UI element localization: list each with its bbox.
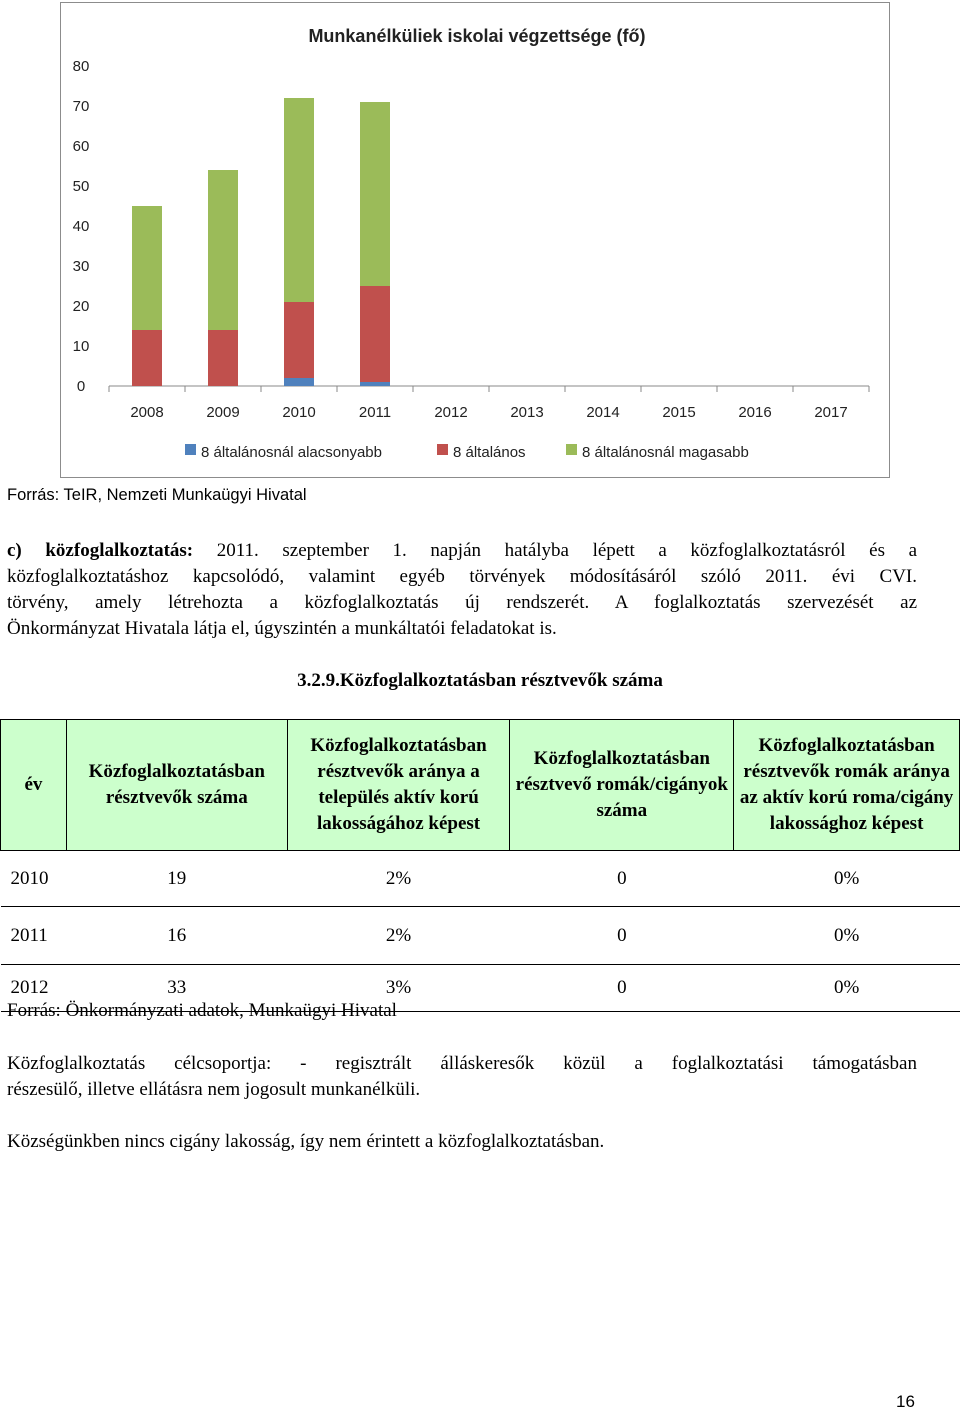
x-tick-label: 2008 [130,404,164,421]
section-c-line-4: Önkormányzat Hivatala látja el, úgyszintén a munkáltatói feladatokat is. [7,618,557,639]
legend-swatch-1 [437,444,448,455]
x-tick-label: 2011 [358,404,392,421]
section-c-line-3: törvény, amely létrehozta a közfoglalkoztatás új rendszerét. A foglalkoztatás szervezését az [7,592,917,613]
y-axis [73,58,90,395]
cell-ratio: 3% [287,965,510,1012]
header-participant-ratio: Közfoglalkoztatásban résztvevők aránya a település aktív korú lakosságához képest [287,720,510,851]
x-tick-label: 2016 [738,404,772,421]
header-participants: Közfoglalkoztatásban résztvevők száma [66,720,287,851]
header-roma-participants: Közfoglalkoztatásban résztvevő romák/cigányok száma [510,720,734,851]
section-c-line-2: közfoglalkoztatáshoz kapcsolódó, valamint egyéb törvények módosításáról szóló 2011. évi CVI. [7,566,917,587]
cell-roma-ratio: 0% [734,965,960,1012]
y-tick-label: 10 [72,338,90,355]
x-tick-label: 2010 [282,404,316,421]
chart-container [60,2,890,478]
cell-year: 2012 [1,965,67,1012]
legend [185,444,749,461]
x-tick-label: 2017 [814,404,848,421]
bar-segment-2010-s1 [284,302,314,378]
cell-roma-ratio: 0% [734,851,960,907]
cell-roma: 0 [510,907,734,965]
bars [132,98,390,386]
section-c-label: c) közfoglalkoztatás: [7,540,194,561]
y-tick-label: 30 [72,258,90,275]
bar-segment-2011-s2 [360,102,390,286]
cell-ratio: 2% [287,851,510,907]
cell-roma: 0 [510,965,734,1012]
bar-segment-2008-s2 [132,206,162,330]
legend-swatch-0 [185,444,196,455]
cell-year: 2010 [1,851,67,907]
roma-note: Községünkben nincs cigány lakosság, így nem érintett a közfoglalkoztatásban. [7,1131,605,1152]
table-header-row [1,720,960,851]
header-year: év [1,720,67,851]
x-axis [109,386,869,421]
cell-roma: 0 [510,851,734,907]
cell-participants: 33 [66,965,287,1012]
stacked-bar-chart [61,3,891,479]
bar-segment-2009-s2 [208,170,238,330]
legend-label-1: 8 általános [453,444,526,461]
y-tick-label: 70 [72,98,90,115]
x-tick-label: 2013 [510,404,544,421]
bar-segment-2008-s1 [132,330,162,386]
table-source: Forrás: Önkormányzati adatok, Munkaügyi Hivatal [7,1000,397,1021]
cell-participants: 16 [66,907,287,965]
table-title: 3.2.9.Közfoglalkoztatásban résztvevők száma [297,670,663,691]
x-tick-label: 2014 [586,404,620,421]
table-row [1,907,960,965]
legend-label-2: 8 általánosnál magasabb [582,444,749,461]
bar-segment-2011-s0 [360,382,390,386]
y-tick-label: 40 [72,218,90,235]
cell-roma-ratio: 0% [734,907,960,965]
y-tick-label: 20 [72,298,90,315]
cell-ratio: 2% [287,907,510,965]
x-tick-label: 2012 [434,404,468,421]
bar-segment-2010-s2 [284,98,314,302]
section-c-line-1: c) közfoglalkoztatás: 2011. szeptember 1. napján hatályba lépett a közfoglalkoztatásról és a [7,540,918,561]
bar-segment-2010-s0 [284,378,314,386]
legend-label-0: 8 általánosnál alacsonyabb [201,444,382,461]
target-group-line-2: részesülő, illetve ellátásra nem jogosult munkanélküli. [7,1079,421,1100]
bar-segment-2011-s1 [360,286,390,382]
y-tick-label: 80 [72,58,90,75]
table-row [1,851,960,907]
y-tick-label: 60 [72,138,90,155]
target-group-line-1: Közfoglalkoztatás célcsoportja: - regisztrált álláskeresők közül a foglalkoztatási támogatásban [7,1053,917,1074]
y-tick-label: 50 [72,178,90,195]
chart-title: Munkanélküliek iskolai végzettsége (fő) [308,26,646,46]
public-work-table [0,719,960,1012]
chart-source: Forrás: TeIR, Nemzeti Munkaügyi Hivatal [7,486,307,504]
page-number: 16 [896,1392,915,1411]
y-tick-label: 0 [76,378,86,395]
cell-participants: 19 [66,851,287,907]
x-tick-label: 2015 [662,404,696,421]
legend-swatch-2 [566,444,577,455]
bar-segment-2009-s1 [208,330,238,386]
cell-year: 2011 [1,907,67,965]
header-roma-ratio: Közfoglalkoztatásban résztvevők romák aránya az aktív korú roma/cigány lakossághoz képest [734,720,960,851]
x-tick-label: 2009 [206,404,240,421]
